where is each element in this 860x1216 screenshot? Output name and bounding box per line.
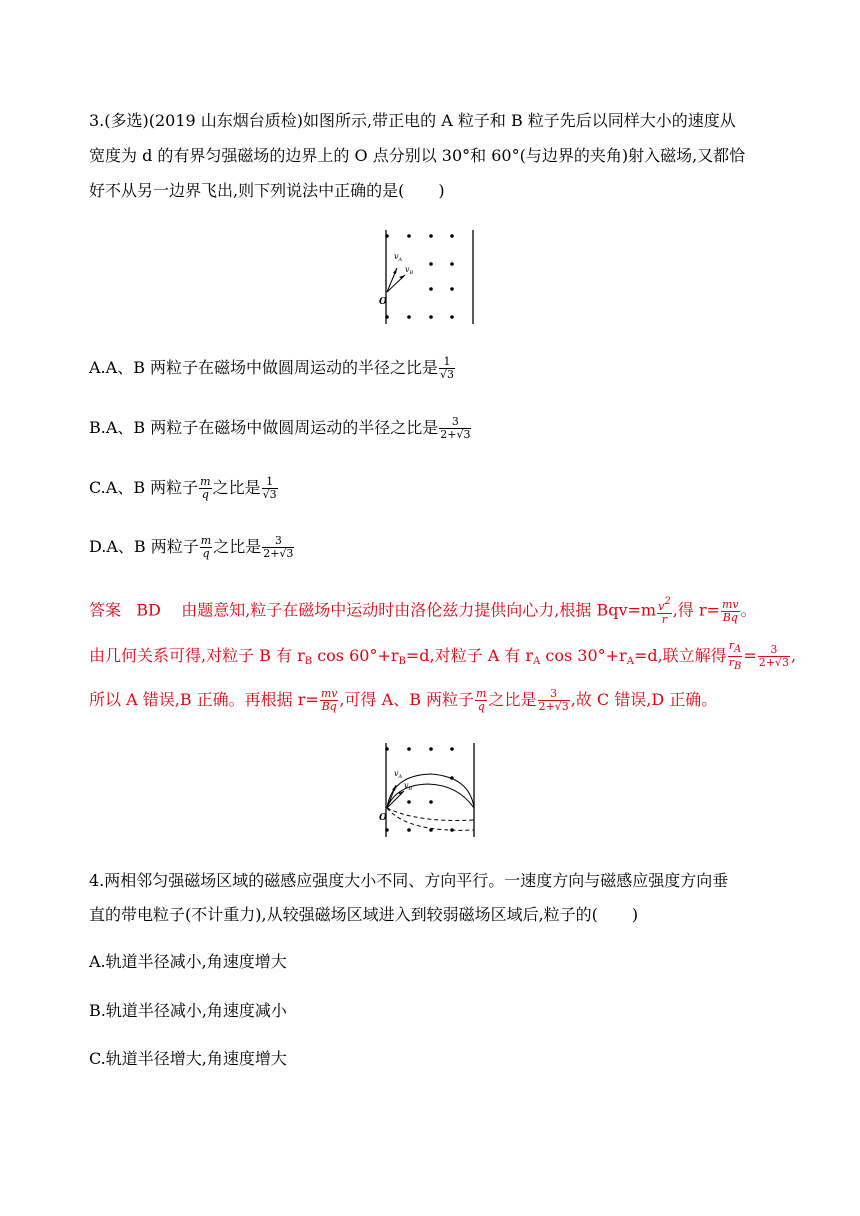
vA-label: $v_A$ [394,252,403,263]
answer-text-2f: , [790,646,797,665]
numerator: 3 [262,535,294,548]
q4-option-a[interactable]: A.轨道半径减小,角速度增大 [89,952,287,971]
subscript-B: B [398,656,406,667]
numerator: m [200,475,211,488]
fraction-1-sqrt3 [439,356,455,381]
q4-line-1: 4.两相邻匀强磁场区域的磁感应强度大小不同、方向平行。一速度方向与磁感应强度方向垂 [89,871,729,890]
square-exponent: 2 [664,596,671,607]
r-symbol: r [728,656,734,669]
answer-text-1: 由题意知,粒子在磁场中运动时由洛伦兹力提供向心力,根据 Bqv=m [181,600,657,620]
numerator: 3 [538,688,570,701]
fraction-m-q [199,476,211,501]
option-a-text: A.A、B 两粒子在磁场中做圆周运动的半径之比是 [89,358,439,377]
option-c-text: C.A、B 两粒子 [89,478,199,497]
option-d-text-post: 之比是 [213,537,262,556]
origin-label: O [379,813,387,823]
subscript-B: B [733,661,742,672]
vA-label: $v_A$ [394,769,403,780]
q3-line-3 [89,179,445,203]
fraction-3-2sqrt3 [758,644,790,669]
option-b[interactable] [89,416,472,441]
q4-option-c[interactable]: C.轨道半径增大,角速度增大 [89,1049,287,1068]
subscript-A: A [626,656,634,667]
fraction-v2-r [657,596,672,626]
numerator: m [476,687,487,700]
denominator: Bq [321,700,337,713]
fraction-mv-Bq [721,599,740,624]
q3-line-2: 宽度为 d 的有界匀强磁场的边界上的 O 点分别以 30°和 60°(与边界的夹角)射入磁场,又都恰 [89,146,746,165]
numerator: 1 [439,356,455,369]
answer-text-2d: cos 30°+r [540,646,627,665]
numerator: mv [721,597,739,611]
answer-label: 答案 [89,600,122,620]
answer-line-2 [89,640,796,674]
denominator: 2+√3 [538,700,569,713]
q3-paren-close: ) [438,181,445,200]
denominator: q [202,547,210,560]
option-b-text: B.A、B 两粒子在磁场中做圆周运动的半径之比是 [89,418,439,437]
answer-text-3b: ,可得 A、B 两粒子 [339,690,475,709]
subscript-B: B [304,656,313,667]
denominator [728,657,743,673]
numerator: 3 [758,644,790,657]
denominator: Bq [722,610,738,624]
vB-label: $v_B$ [404,781,413,792]
denominator: 2+√3 [758,656,789,669]
answer-line-1 [89,596,757,626]
trajectory-figure [378,741,480,839]
numerator [728,640,743,657]
fraction-3-2sqrt3 [538,688,570,713]
answer-text-3c: 之比是 [488,690,537,709]
answer-text-3d: ,故 C 错误,D 正确。 [570,690,718,709]
numerator: 1 [262,476,278,489]
fraction-3-2sqrt3 [439,416,471,441]
answer-text-2e: =d,联立解得 [633,646,727,665]
answer-text-2c: =d,对粒子 A 有 r [405,646,534,665]
answer-text-3a: 所以 A 错误,B 正确。再根据 r= [89,690,319,709]
option-c-text-post: 之比是 [212,478,261,497]
answer-line-3 [89,688,717,713]
magnetic-field-figure [378,228,480,326]
answer-text-2a: 由几何关系可得,对粒子 B 有 r [89,646,305,665]
denominator: 2+√3 [263,547,294,560]
fraction-m-q [200,535,212,560]
option-d[interactable] [89,535,295,560]
numerator [657,596,672,614]
fraction-mv-Bq [320,688,339,713]
fraction-1-sqrt3 [262,476,278,501]
option-d-text: D.A、B 两粒子 [89,537,199,556]
subscript-A: A [533,656,541,667]
q3-line-1: 3.(多选)(2019 山东烟台质检)如图所示,带正电的 A 粒子和 B 粒子先后以同样大小的速度从 [89,111,736,130]
fraction-3-2sqrt3 [262,535,294,560]
answer-text-1c: 。 [740,600,757,620]
r-symbol: r [728,639,735,652]
v-symbol: v [658,600,665,613]
numerator: 3 [439,416,471,429]
denominator: √3 [262,488,277,501]
answer-text-2b: cos 60°+r [312,646,399,665]
q4-paren-close: ) [631,905,639,924]
option-c[interactable] [89,476,279,501]
q4-option-b[interactable]: B.轨道半径减小,角速度减小 [89,1001,287,1020]
option-a[interactable] [89,356,456,381]
numerator: mv [320,687,338,700]
q3-line-3-text: 好不从另一边界飞出,则下列说法中正确的是( [89,181,405,200]
fraction-m-q [475,688,487,713]
denominator: q [477,700,485,713]
subscript-A: A [734,644,742,655]
answer-text-1b: ,得 r= [672,600,720,620]
denominator: 2+√3 [440,428,471,441]
equals-sign: = [743,646,757,665]
fraction-rA-rB [728,640,743,673]
denominator: q [201,488,209,501]
denominator: r [661,613,668,626]
answer-value: BD [136,600,161,620]
origin-label: O [379,297,387,307]
denominator: √3 [440,368,455,381]
q4-line-2-text: 直的带电粒子(不计重力),从较强磁场区域进入到较弱磁场区域后,粒子的( [89,905,598,924]
q4-line-2 [89,903,638,927]
vB-label: $v_B$ [405,265,414,276]
numerator: m [200,534,212,547]
